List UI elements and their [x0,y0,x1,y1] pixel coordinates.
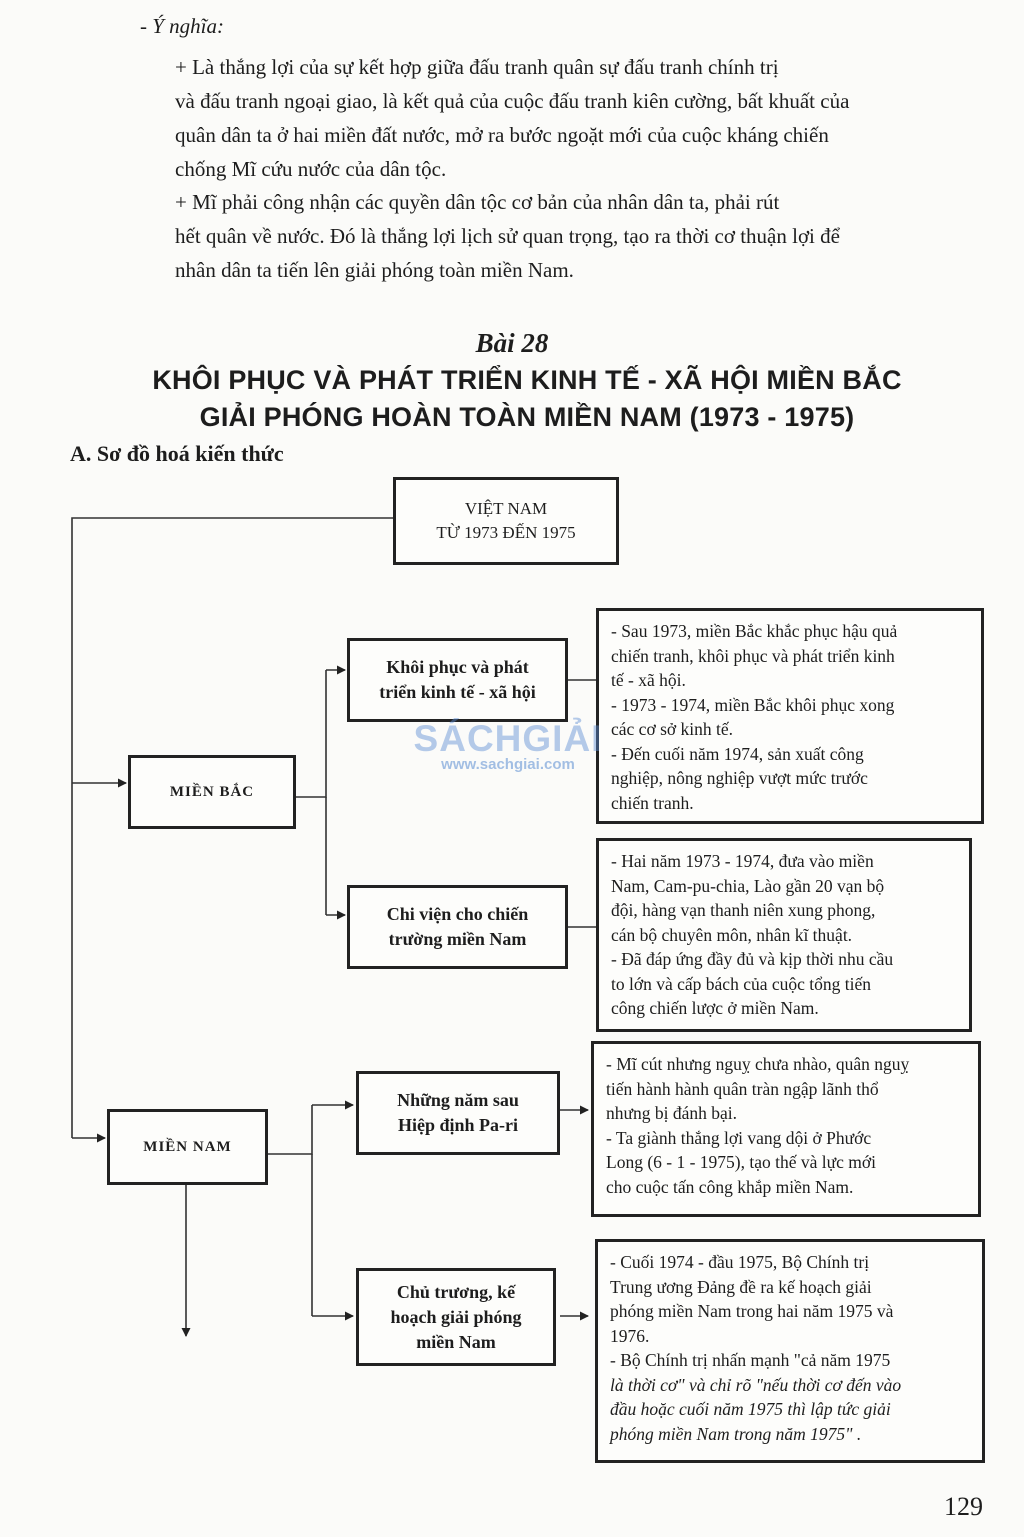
detail-line: cho cuộc tấn công khắp miền Nam. [606,1176,854,1197]
south-branch-1-box [356,1071,560,1155]
meaning-paragraph-1 [70,50,988,186]
north-branch-2-line-1: Chi viện cho chiến [386,904,529,924]
root-line-1: VIỆT NAM [464,499,548,518]
detail-line: Long (6 - 1 - 1975), tạo thế và lực mới [606,1152,876,1172]
text-line: + Mĩ phải công nhận các quyền dân tộc cơ bản của nhân dân ta, phải rút [175,190,780,214]
detail-line: công chiến lược ở miền Nam. [611,998,819,1018]
detail-line: - Cuối 1974 - đầu 1975, Bộ Chính trị [610,1252,870,1272]
watermark-url: www.sachgiai.com [441,756,575,773]
section-heading: A. Sơ đồ hoá kiến thức [70,441,284,466]
north-branch-2-details [596,838,972,1032]
north-branch-1-box [347,638,568,722]
detail-line: nhưng bị đánh bại. [606,1103,737,1123]
root-box [393,477,619,565]
watermark [408,718,608,773]
meaning-paragraph-2 [70,185,988,287]
north-label: MIỀN BẮC [169,783,255,800]
detail-line: - Hai năm 1973 - 1974, đưa vào miền [611,851,874,871]
south-branch-connector [268,1105,312,1154]
south-branch-1-line-2: Hiệp định Pa-ri [397,1115,518,1135]
detail-line: chiến tranh, khôi phục và phát triển kinh [611,645,895,666]
lesson-title-line-2: GIẢI PHÓNG HOÀN TOÀN MIỀN NAM (1973 - 1975) [199,402,855,432]
text-line: hết quân về nước. Đó là thắng lợi lịch sử quan trọng, tạo ra thời cơ thuận lợi để [175,224,840,248]
text-line: quân dân ta ở hai miền đất nước, mở ra bước ngoặt mới của cuộc kháng chiến [175,123,829,147]
detail-line: - Đã đáp ứng đầy đủ và kịp thời nhu cầu [611,949,894,969]
south-label: MIỀN NAM [143,1138,232,1155]
watermark-brand: SÁCHGIẢI [413,718,603,759]
north-box [128,755,296,829]
detail-line: 1976. [610,1325,650,1346]
detail-line: - Bộ Chính trị nhấn mạnh "cả năm 1975 [610,1350,891,1370]
south-branch-2-line-2: hoạch giải phóng [390,1306,522,1327]
detail-line: là thời cơ" và chỉ rõ "nếu thời cơ đến vào [610,1374,902,1395]
text-line: chống Mĩ cứu nước của dân tộc. [175,157,447,181]
detail-line: tiến hành hành quân tràn ngập lãnh thổ [606,1078,879,1099]
detail-line: - Sau 1973, miền Bắc khắc phục hậu quả [611,621,898,641]
south-branch-1-line-1: Những năm sau [397,1090,519,1110]
north-branch-2-line-2: trường miền Nam [388,929,527,949]
lesson-number: Bài 28 [475,328,549,358]
detail-line: đội, hàng vạn thanh niên xung phong, [611,900,876,920]
lesson-title-line-1: KHÔI PHỤC VÀ PHÁT TRIỂN KINH TẾ - XÃ HỘI MIỀN BẮC [152,365,902,395]
north-branch-2-box [347,885,568,969]
south-branch-2-line-1: Chủ trương, kế [396,1281,516,1302]
north-branch-connector [296,670,326,797]
south-box [107,1109,268,1185]
north-branch-1-line-1: Khôi phục và phát [386,657,529,677]
detail-line: - 1973 - 1974, miền Bắc khôi phục xong [611,694,895,715]
detail-line: cán bộ chuyên môn, nhân kĩ thuật. [611,924,853,945]
south-branch-1-details [591,1041,981,1217]
detail-line: to lớn và cấp bách của cuộc tổng tiến [611,973,871,994]
north-branch-1-line-2: triển kinh tế - xã hội [379,682,536,702]
detail-line: phóng miền Nam trong hai năm 1975 và [610,1301,894,1321]
south-branch-2-box [356,1268,556,1366]
detail-line: phóng miền Nam trong năm 1975" . [610,1423,862,1444]
meaning-heading: - Ý nghĩa: [140,14,224,38]
south-branch-2-details [595,1239,985,1463]
text-line: + Là thắng lợi của sự kết hợp giữa đấu tranh quân sự đấu tranh chính trị [175,55,779,79]
detail-line: - Đến cuối năm 1974, sản xuất công [611,743,864,764]
detail-line: chiến tranh. [611,792,694,813]
text-line: và đấu tranh ngoại giao, là kết quả của cuộc đấu tranh kiên cường, bất khuất của [175,89,850,113]
detail-line: các cơ sở kinh tế. [611,719,734,739]
detail-line: tế - xã hội. [611,670,686,690]
detail-line: - Ta giành thắng lợi vang dội ở Phước [606,1127,872,1148]
text-line: nhân dân ta tiến lên giải phóng toàn miền Nam. [175,258,574,282]
detail-line: đầu hoặc cuối năm 1975 thì lập tức giải [610,1399,891,1419]
detail-line: Trung ương Đảng đề ra kế hoạch giải [610,1276,872,1297]
detail-line: Nam, Cam-pu-chia, Lào gần 20 vạn bộ [611,875,885,896]
detail-line: nghiệp, nông nghiệp vượt mức trước [611,768,868,788]
detail-line: - Mĩ cút nhưng nguỵ chưa nhào, quân nguỵ [606,1054,910,1074]
north-branch-1-details [596,608,984,824]
root-line-2: TỪ 1973 ĐẾN 1975 [436,523,576,542]
page-number: 129 [944,1492,983,1521]
south-branch-2-line-3: miền Nam [416,1331,496,1352]
